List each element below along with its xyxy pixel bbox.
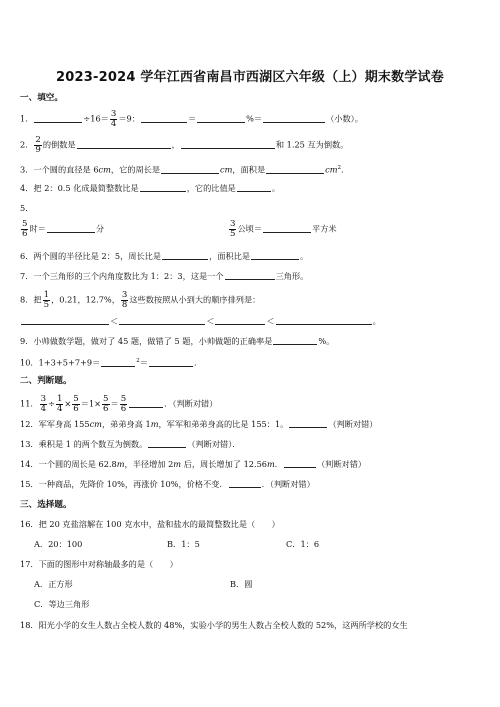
q-text: ＝9： [118,113,140,124]
q-text: ，面积比是 [209,251,251,261]
answer-blank[interactable] [162,250,208,260]
numerator: 3 [40,394,47,404]
q-text: ，弟弟身高 1 [101,419,151,429]
q-number: 2． [20,139,34,150]
question-3 [20,162,349,176]
q-text: 一个圆的周长是 62.8 [38,459,117,469]
denominator: 4 [110,119,117,129]
question-14 [20,458,366,470]
denominator: 4 [56,404,63,414]
question-15 [20,478,315,490]
question-5a [20,220,104,239]
q-text: 把 2：0.5 化成最简整数比是 [33,183,139,193]
q-text: ÷16＝ [83,113,109,124]
q-text: ， [171,139,180,150]
q-text: ，军军和弟弟身高的比是 155：1。 [158,419,289,429]
question-13 [20,438,241,450]
q-text: %＝ [246,113,263,124]
unit: cm [325,164,338,175]
answer-blank[interactable] [141,113,187,123]
q-text: ． [341,164,350,175]
answer-blank[interactable] [229,478,261,488]
numerator: 1 [56,394,63,404]
denominator: 9 [35,145,41,155]
answer-blank[interactable] [148,438,186,448]
q-number: 14． [20,459,39,469]
superscript: 2 [136,358,140,364]
q-text: 一个三角形的三个内角度数比为 1：2：3，这是一个 [33,271,224,281]
q-number: 9． [20,336,34,346]
q-text: 把 [33,294,42,305]
q-number: 13． [20,439,39,449]
answer-blank[interactable] [101,357,135,367]
denominator: 6 [120,404,127,414]
q-text: ，面积是 [232,164,266,175]
numerator: 5 [22,219,28,229]
numerator: 3 [110,109,117,119]
answer-blank[interactable] [197,113,245,123]
fraction [34,136,41,155]
option-c[interactable]: C．等边三角形 [34,599,90,609]
q-number: 11． [20,398,39,409]
fraction [43,291,50,310]
answer-blank[interactable] [21,315,109,325]
denominator: 5 [43,300,50,310]
answer-blank[interactable] [263,223,311,233]
q-number: 12． [20,419,39,429]
q-number: 18． [20,620,39,630]
q-text: （小数）。 [326,113,363,124]
fraction [110,110,117,129]
numerator: 3 [230,219,236,229]
option-a[interactable]: A．20：100 [34,539,83,549]
answer-blank[interactable] [263,113,325,123]
answer-blank[interactable] [237,182,271,192]
option-a[interactable]: A．正方形 [34,579,73,589]
q-text: ，它的比值是 [186,183,236,193]
section-judge: 二、判断题。 [20,376,72,386]
q-text: 军军身高 155 [38,419,90,429]
unit: cm [98,164,111,175]
answer-blank[interactable] [47,223,95,233]
answer-blank[interactable] [215,315,265,325]
section-fill: 一、填空。 [20,93,63,103]
q-text: 下面的图形中对称轴最多的是（ ） [38,559,178,569]
answer-blank[interactable] [34,113,82,123]
q-number: 15． [20,479,39,489]
question-16 [20,518,280,530]
q-text: ． [194,357,203,368]
q-text: ÷ [48,398,55,409]
q-text: 两个圆的半径比是 2：5，周长比是 [33,251,162,261]
q-text: ，0.21，12.7%， [51,294,120,305]
q-text: 时＝ [29,223,46,234]
answer-blank[interactable] [273,335,317,345]
question-4 [20,182,280,194]
denominator: 6 [103,404,109,414]
answer-blank[interactable] [289,418,327,428]
question-1 [20,110,363,129]
answer-blank[interactable] [77,139,171,149]
q-text: 一种商品，先降价 10%，再涨价 10%，价格不变． [38,479,228,489]
unit: m [267,459,275,469]
option-b[interactable]: B．圆 [230,579,253,589]
denominator: 5 [230,229,236,239]
question-12 [20,418,378,430]
question-18 [20,619,408,631]
answer-blank[interactable] [119,315,205,325]
fraction [40,395,47,414]
q-text: ＝ [187,113,197,124]
q-number: 10． [20,357,39,368]
question-2 [20,136,348,155]
question-10 [20,355,202,369]
unit: m [173,459,182,469]
numerator: 5 [120,394,127,404]
q-number: 6． [20,251,34,261]
superscript: 2 [337,165,342,171]
q-text: ． [274,459,283,469]
denominator: 6 [22,229,28,239]
answer-blank[interactable] [140,182,186,192]
numerator: 2 [35,135,41,145]
q-text: 分 [95,223,105,234]
q-number: 4． [20,183,34,193]
less-than: ＜ [110,316,119,326]
q-number: 17． [20,559,39,569]
answer-blank[interactable] [266,164,324,174]
unit: cm [220,164,233,175]
fraction [72,395,79,414]
answer-blank[interactable] [181,139,275,149]
question-9 [20,335,334,347]
fraction [56,395,63,414]
q-text: %。 [318,336,335,346]
q-number: 3． [20,164,34,175]
q-text: 1+3+5+7+9＝ [38,357,101,368]
q-text: 三角形。 [275,271,309,281]
fraction [229,220,236,239]
answer-blank[interactable] [149,357,193,367]
q-text: （判断对错） [328,419,378,429]
q-text: ，半径增加 2 [124,459,174,469]
question-6 [20,250,308,262]
q-text: 公顷＝ [237,223,263,234]
q-text: 。 [271,183,281,193]
question-8-answer [20,315,381,327]
q-number: 1． [20,113,34,124]
q-text: 和 1.25 互为倒数。 [275,139,349,150]
q-text: 这些数按照从小到大的顺序排列是： [129,294,261,305]
q-text: ，它的周长是 [110,164,161,175]
q-text: 后，周长增加了 12.56 [181,459,268,469]
section-choice: 三、选择题。 [20,500,72,510]
numerator: 5 [73,394,79,404]
question-7 [20,270,308,282]
question-5-number: 5． [20,203,34,213]
answer-blank[interactable] [129,398,163,408]
q-text: 一个圆的直径是 6 [33,164,99,175]
option-c[interactable]: C．1：6 [286,539,320,549]
denominator: 4 [40,404,47,414]
numerator: 3 [121,290,128,300]
less-than: ＜ [206,316,215,326]
exam-title: 2023-2024 学年江西省南昌市西湖区六年级（上）期末数学试卷 [56,70,444,85]
q-text: ．（判断对错） [164,398,218,409]
question-8 [20,291,260,310]
question-11 [20,395,217,414]
q-text: 乘积是 1 的两个数互为倒数。 [38,439,148,449]
q-text: 小帅做数学题，做对了 45 题，做错了 5 题，小帅做题的正确率是 [33,336,273,346]
unit: cm [89,419,102,429]
fraction [102,395,109,414]
q-text: 的倒数是 [42,139,76,150]
fraction [21,220,28,239]
answer-blank[interactable] [251,250,299,260]
q-text: ＝ [110,398,119,409]
numerator: 1 [43,290,50,300]
q-number: 16． [20,519,39,529]
q-text: 把 20 克盐溶解在 100 克水中，盐和盐水的最简整数比是（ ） [38,519,280,529]
q-text: × [64,398,72,409]
q-text: （判断对错）． [187,439,241,449]
q-text: ＝ [139,357,148,368]
denominator: 6 [73,404,79,414]
numerator: 5 [103,394,109,404]
answer-blank[interactable] [284,458,316,468]
fraction [120,395,127,414]
q-number: 8． [20,294,34,305]
q-text: 。 [372,316,381,326]
q-text: 。 [300,251,309,261]
answer-blank[interactable] [225,270,275,280]
q-text: ．（判断对错） [261,479,315,489]
denominator: 8 [121,300,128,310]
fraction [121,291,128,310]
question-5b [228,220,337,239]
question-17 [20,558,178,570]
answer-blank[interactable] [276,315,372,325]
option-b[interactable]: B．1：5 [167,539,200,549]
answer-blank[interactable] [161,164,219,174]
less-than: ＜ [266,316,275,326]
unit: m [116,459,125,469]
q-text: 平方米 [312,223,337,234]
q-number: 7． [20,271,34,281]
unit: m [150,419,159,429]
q-text: ＝1× [80,398,102,409]
q-text: 阳光小学的女生人数占全校人数的 48%，实验小学的男生人数占全校人数的 52%，这两所学校的女生 [38,620,408,630]
q-text: （判断对错） [316,459,367,469]
